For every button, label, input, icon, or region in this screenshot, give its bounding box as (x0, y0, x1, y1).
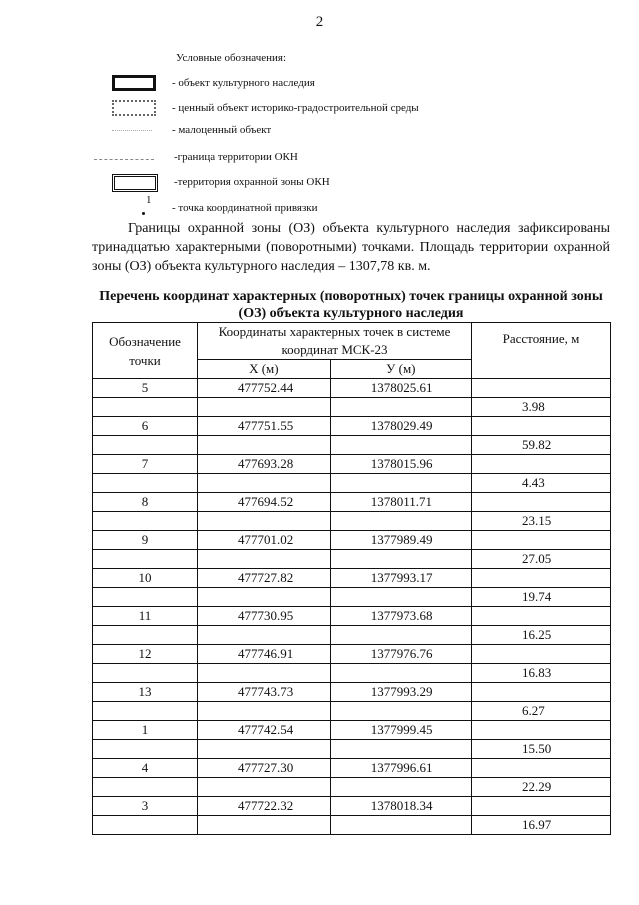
legend-item-heritage-object (112, 75, 532, 97)
empty-cell (93, 512, 198, 531)
empty-cell (330, 740, 471, 759)
table-row-distance (93, 550, 611, 569)
distance-empty (472, 493, 611, 512)
empty-cell (198, 474, 331, 493)
y-coordinate: 1378025.61 (330, 379, 471, 398)
table-row-point (93, 683, 611, 702)
empty-cell (93, 702, 198, 721)
empty-cell (198, 816, 331, 835)
empty-cell (198, 436, 331, 455)
page-number: 2 (315, 14, 324, 30)
table-row-point (93, 607, 611, 626)
point-number: 12 (93, 645, 198, 664)
table-row-point (93, 759, 611, 778)
point-number: 4 (93, 759, 198, 778)
distance-empty (472, 759, 611, 778)
empty-cell (93, 474, 198, 493)
empty-cell (198, 398, 331, 417)
x-coordinate: 477751.55 (198, 417, 331, 436)
y-coordinate: 1378011.71 (330, 493, 471, 512)
distance-value: 4.43 (472, 474, 611, 493)
legend-item-protection-zone (112, 174, 532, 196)
empty-cell (330, 626, 471, 645)
distance-empty (472, 683, 611, 702)
header-x: X (м) (198, 360, 331, 379)
y-coordinate: 1378018.34 (330, 797, 471, 816)
x-coordinate: 477752.44 (198, 379, 331, 398)
distance-empty (472, 797, 611, 816)
point-number: 11 (93, 607, 198, 626)
coordinates-table (92, 322, 611, 835)
empty-cell (93, 588, 198, 607)
table-row-point (93, 645, 611, 664)
table-row-distance (93, 474, 611, 493)
point-number: 8 (93, 493, 198, 512)
table-row-point (93, 379, 611, 398)
x-coordinate: 477730.95 (198, 607, 331, 626)
distance-value: 15.50 (472, 740, 611, 759)
y-coordinate: 1377993.17 (330, 569, 471, 588)
empty-cell (330, 474, 471, 493)
table-row-point (93, 569, 611, 588)
table-row-distance (93, 512, 611, 531)
x-coordinate: 477742.54 (198, 721, 331, 740)
y-coordinate: 1378029.49 (330, 417, 471, 436)
distance-value: 3.98 (472, 398, 611, 417)
point-label: 1 (146, 194, 152, 206)
x-coordinate: 477694.52 (198, 493, 331, 512)
legend-item-text: - ценный объект историко-градостроительной среды (172, 102, 419, 114)
table-row-point (93, 493, 611, 512)
y-coordinate: 1377996.61 (330, 759, 471, 778)
distance-empty (472, 607, 611, 626)
y-coordinate: 1377976.76 (330, 645, 471, 664)
empty-cell (93, 626, 198, 645)
table-row-point (93, 455, 611, 474)
distance-value: 16.25 (472, 626, 611, 645)
header-distance: Расстояние, м (472, 323, 611, 379)
distance-empty (472, 455, 611, 474)
distance-value: 16.83 (472, 664, 611, 683)
distance-value: 22.29 (472, 778, 611, 797)
point-number: 1 (93, 721, 198, 740)
header-coordinates: Координаты характерных точек в системе координат МСК-23 (198, 323, 472, 360)
empty-cell (330, 398, 471, 417)
empty-cell (198, 740, 331, 759)
double-rectangle-icon (112, 174, 158, 192)
table-row-distance (93, 436, 611, 455)
distance-value: 6.27 (472, 702, 611, 721)
legend-item-text: - точка координатной привязки (172, 202, 318, 214)
empty-cell (330, 512, 471, 531)
empty-cell (93, 664, 198, 683)
legend-item-text: - малоценный объект (172, 124, 272, 136)
y-coordinate: 1377989.49 (330, 531, 471, 550)
table-row-distance (93, 778, 611, 797)
table-row-distance (93, 398, 611, 417)
table-row-point (93, 417, 611, 436)
empty-cell (330, 778, 471, 797)
x-coordinate: 477743.73 (198, 683, 331, 702)
zone-description: Границы охранной зоны (ОЗ) объекта культурного наследия зафиксированы тринадцатью характерными (поворотными) точками. Площадь территории охранной зоны (ОЗ) объекта культурного наследия – 1307,78 кв. м. (92, 221, 610, 274)
empty-cell (198, 778, 331, 797)
table-row-point (93, 531, 611, 550)
empty-cell (330, 436, 471, 455)
empty-cell (93, 398, 198, 417)
empty-cell (93, 778, 198, 797)
header-y: У (м) (330, 360, 471, 379)
distance-value: 23.15 (472, 512, 611, 531)
empty-cell (93, 436, 198, 455)
table-row-distance (93, 588, 611, 607)
legend-item-okn-boundary (94, 149, 514, 171)
point-number: 3 (93, 797, 198, 816)
distance-empty (472, 721, 611, 740)
distance-value: 59.82 (472, 436, 611, 455)
distance-empty (472, 417, 611, 436)
empty-cell (93, 740, 198, 759)
x-coordinate: 477727.82 (198, 569, 331, 588)
empty-cell (93, 816, 198, 835)
point-number: 5 (93, 379, 198, 398)
legend-title: Условные обозначения: (176, 52, 287, 64)
point-icon (112, 194, 152, 218)
table-row-distance (93, 816, 611, 835)
distance-value: 19.74 (472, 588, 611, 607)
legend-item-text: -граница территории ОКН (174, 151, 298, 163)
distance-empty (472, 569, 611, 588)
empty-cell (330, 816, 471, 835)
point-number: 6 (93, 417, 198, 436)
legend-item-valuable-object (112, 100, 532, 122)
table-title: Перечень координат характерных (поворотных) точек границы охранной зоны (ОЗ) объекта культурного наследия (99, 289, 603, 321)
table-row-distance (93, 664, 611, 683)
y-coordinate: 1377973.68 (330, 607, 471, 626)
header-point: Обозначение точки (93, 323, 198, 379)
empty-cell (330, 702, 471, 721)
empty-cell (198, 626, 331, 645)
x-coordinate: 477722.32 (198, 797, 331, 816)
table-row-point (93, 721, 611, 740)
x-coordinate: 477727.30 (198, 759, 331, 778)
empty-cell (330, 550, 471, 569)
point-number: 13 (93, 683, 198, 702)
x-coordinate: 477693.28 (198, 455, 331, 474)
thick-rectangle-icon (112, 75, 156, 91)
dashed-line-icon (94, 159, 154, 161)
legend-item-low-value-object (112, 124, 532, 146)
point-number: 9 (93, 531, 198, 550)
empty-cell (330, 588, 471, 607)
table-row-distance (93, 702, 611, 721)
empty-cell (198, 550, 331, 569)
point-dot (142, 212, 145, 215)
distance-empty (472, 379, 611, 398)
distance-value: 27.05 (472, 550, 611, 569)
empty-cell (93, 550, 198, 569)
legend-item-reference-point (112, 194, 532, 216)
dotted-rectangle-icon (112, 100, 156, 116)
point-number: 10 (93, 569, 198, 588)
table-row-point (93, 797, 611, 816)
distance-empty (472, 531, 611, 550)
table-row-distance (93, 740, 611, 759)
x-coordinate: 477701.02 (198, 531, 331, 550)
legend-item-text: -территория охранной зоны ОКН (174, 176, 330, 188)
light-outline-icon (112, 130, 152, 139)
empty-cell (198, 588, 331, 607)
y-coordinate: 1377999.45 (330, 721, 471, 740)
empty-cell (198, 664, 331, 683)
empty-cell (198, 702, 331, 721)
table-row-distance (93, 626, 611, 645)
distance-empty (472, 645, 611, 664)
table-body (93, 379, 611, 835)
distance-value: 16.97 (472, 816, 611, 835)
empty-cell (330, 664, 471, 683)
point-number: 7 (93, 455, 198, 474)
y-coordinate: 1377993.29 (330, 683, 471, 702)
empty-cell (198, 512, 331, 531)
legend-item-text: - объект культурного наследия (172, 77, 315, 89)
x-coordinate: 477746.91 (198, 645, 331, 664)
y-coordinate: 1378015.96 (330, 455, 471, 474)
